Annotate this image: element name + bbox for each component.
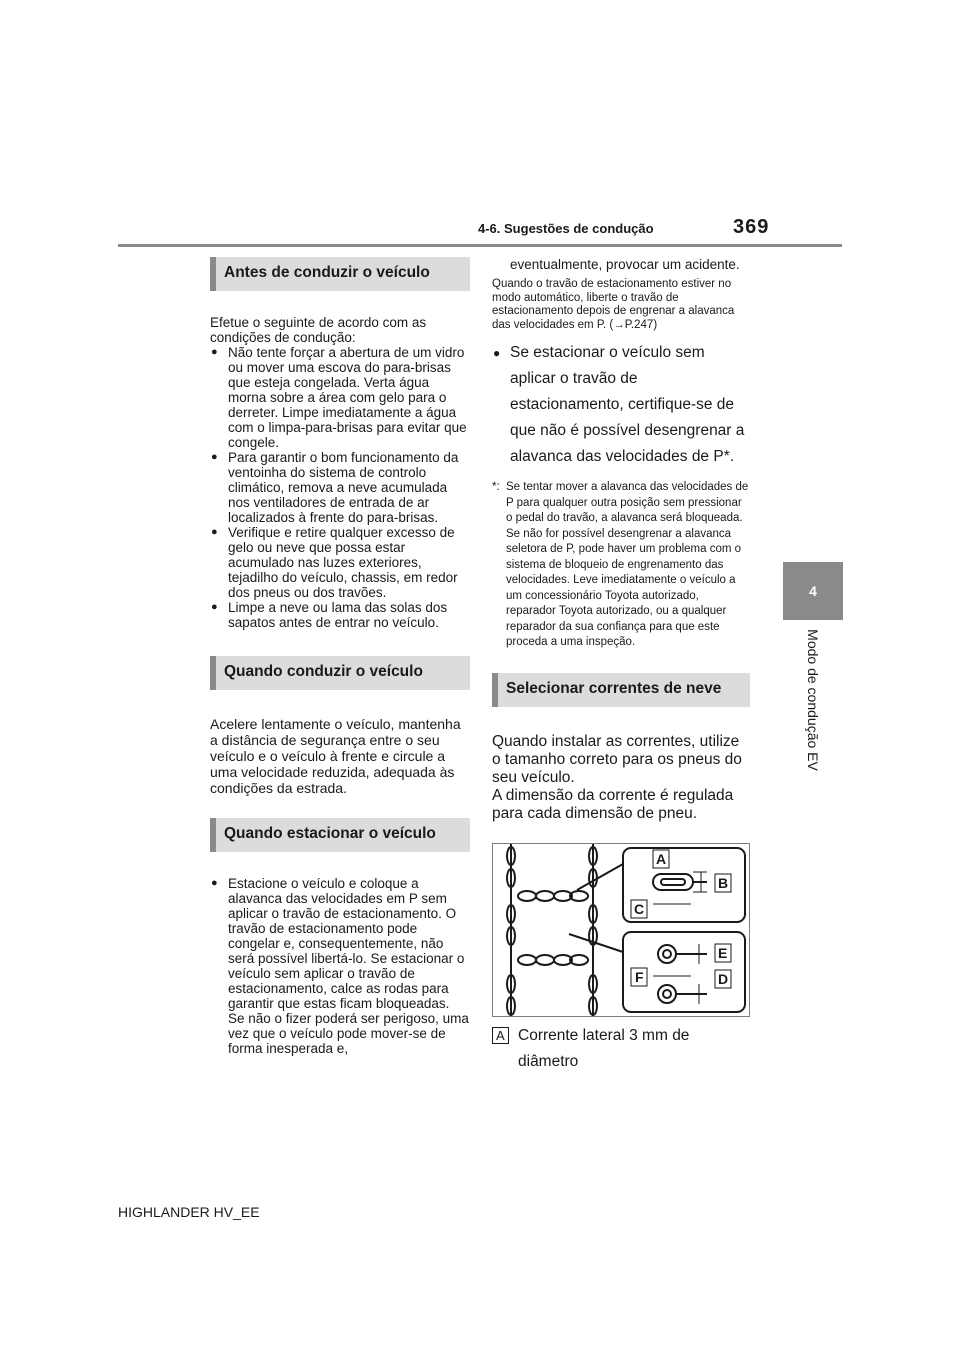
page-number: 369 [733,216,770,238]
heading-when-parking: Quando estacionar o veículo [210,818,470,852]
snow-chain-diagram [492,843,750,1017]
left-column [210,257,470,1056]
chains-text-2: A dimensão da corrente é regulada para cada dimensão de pneu. [492,786,734,822]
chapter-title: Modo de condução EV [805,629,821,771]
header-divider [118,244,842,247]
label-b: B [718,874,729,891]
heading-when-driving: Quando conduzir o veículo [210,656,470,690]
model-footer: HIGHLANDER HV_EE [118,1204,260,1220]
driving-text: Acelere lentamente o veículo, mantenha a distância de segurança entre o seu veículo e o veículo à frente e circule a uma velocidade reduzida, adequada às condições da estrada. [210,716,461,796]
figure-caption [492,1023,750,1075]
chains-text-1: Quando instalar as correntes, utilize o tamanho correto para os pneus do seu veículo. [492,732,742,786]
list-item: ● Estacione o veículo e coloque a alavanca das velocidades em P sem aplicar o travão de estacionamento. O travão de estacionamento pode congelar e, consequentemente, não será possível libertá-lo. Se estacionar o veículo sem aplicar o travão de estacionamento, calce as rodas para garantir que estas ficam bloqueadas. [210,876,470,1011]
heading-snow-chains: Selecionar correntes de neve [492,673,750,707]
label-e: E [718,944,728,961]
right-column [492,257,750,1075]
shift-lock-bullet: ● Se estacionar o veículo sem aplicar o travão de estacionamento, certifique-se de que não é possível desengrenar a alavanca das velocidades de P*. [492,340,750,470]
parking-list [210,876,470,1011]
label-f: F [635,968,644,985]
footnote-mark: *: [492,481,500,493]
section-title: 4-6. Sugestões de condução [478,221,654,236]
chapter-tab: 4 [783,562,843,620]
parking-warning: Se não o fizer poderá ser perigoso, uma vez que o veículo pode mover-se de forma inesperada e, [228,1011,469,1056]
label-c: C [634,900,645,917]
heading-before-driving: Antes de conduzir o veículo [210,257,470,291]
caption-text: Corrente lateral 3 mm de diâmetro [518,1026,690,1070]
list-item: ● Para garantir o bom funcionamento da ventoinha do sistema de controlo climático, remova a neve acumulada nos ventiladores de entrada de ar localizados à frente do para-brisas. [210,450,470,525]
intro-text: Efetue o seguinte de acordo com as condições de condução: [210,315,427,345]
auto-brake-note: Quando o travão de estacionamento estiver no modo automático, liberte o travão de estacionamento depois de engrenar a alavanca das velocidades em P. (→P.247) [492,278,735,331]
list-item: ● Limpe a neve ou lama das solas dos sapatos antes de entrar no veículo. [210,600,470,630]
chain-illustration [493,844,749,1016]
footnote-text: Se tentar mover a alavanca das velocidades de P para qualquer outra posição sem pressionar o pedal do travão, a alavanca será bloqueada. Se não for possível desengrenar a alavanca seletora de P, pode haver um problema com o sistema de bloqueio de engrenamento das velocidades. Leve imediatamente o veículo a um concessionário Toyota autorizado, reparador Toyota autorizado, ou a qualquer reparador da sua confiança para que este proceda a uma inspeção. [506,481,749,648]
caption-label: A [492,1027,509,1044]
warning-continuation: eventualmente, provocar um acidente. [510,257,740,272]
label-d: D [718,970,729,987]
list-item: ● Não tente forçar a abertura de um vidro ou mover uma escova do para-brisas que esteja congelada. Verta água morna sobre a área com gelo para o derreter. Limpe imediatamente a água com o limpa-para-brisas para evitar que congele. [210,345,470,450]
before-driving-list [210,345,470,630]
label-a: A [656,850,667,867]
footnote [492,480,750,651]
list-item: ● Verifique e retire qualquer excesso de gelo ou neve que possa estar acumulado nas luzes exteriores, tejadilho do veículo, chassis, em redor dos pneus ou dos travões. [210,525,470,600]
